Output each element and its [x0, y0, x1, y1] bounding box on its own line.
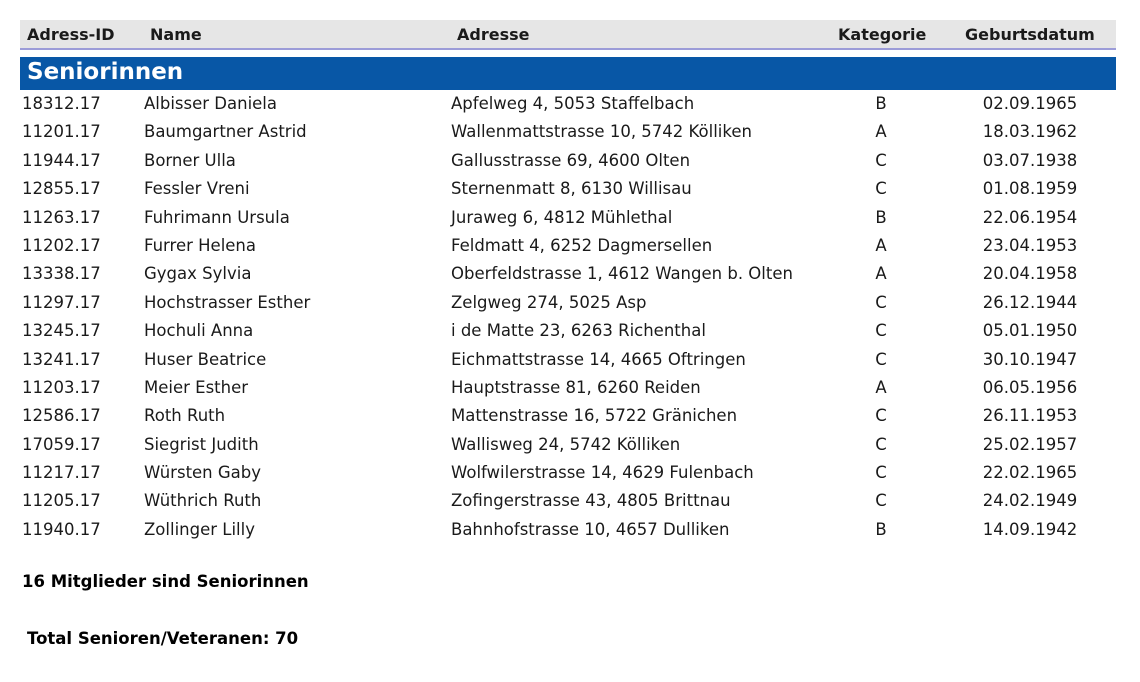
cell-name: Baumgartner Astrid — [144, 122, 307, 142]
table-row — [0, 177, 1140, 205]
table-row — [0, 404, 1140, 432]
cell-id: 13338.17 — [22, 264, 101, 284]
cell-name: Fuhrimann Ursula — [144, 207, 290, 227]
cell-id: 11944.17 — [22, 150, 101, 170]
cell-birthdate: 25.02.1957 — [982, 434, 1078, 454]
cell-name: Furrer Helena — [144, 235, 257, 255]
group-title: Seniorinnen — [27, 59, 184, 85]
column-header-id: Adress-ID — [27, 25, 115, 44]
cell-address: Wallisweg 24, 5742 Kölliken — [451, 434, 681, 454]
cell-birthdate: 30.10.1947 — [982, 349, 1078, 369]
cell-name: Zollinger Lilly — [144, 519, 255, 539]
table-row — [0, 319, 1140, 347]
cell-address: Zofingerstrasse 43, 4805 Brittnau — [451, 491, 731, 511]
cell-address: Apfelweg 4, 5053 Staffelbach — [451, 94, 695, 113]
table-row — [0, 92, 1140, 120]
column-header-name: Name — [150, 25, 202, 44]
cell-address: Sternenmatt 8, 6130 Willisau — [451, 179, 692, 199]
cell-id: 11202.17 — [22, 235, 101, 255]
table-row — [0, 461, 1140, 489]
column-header-row — [20, 20, 1116, 50]
cell-id: 11263.17 — [22, 207, 101, 227]
cell-birthdate: 26.12.1944 — [982, 292, 1078, 312]
cell-name: Gygax Sylvia — [144, 264, 252, 284]
cell-address: Gallusstrasse 69, 4600 Olten — [451, 150, 691, 170]
table-row — [0, 120, 1140, 148]
cell-category: B — [875, 94, 887, 113]
cell-id: 11297.17 — [22, 292, 101, 312]
cell-name: Siegrist Judith — [144, 434, 259, 454]
cell-address: i de Matte 23, 6263 Richenthal — [451, 321, 706, 341]
cell-birthdate: 06.05.1956 — [982, 377, 1078, 397]
cell-id: 17059.17 — [22, 434, 101, 454]
cell-id: 11205.17 — [22, 491, 101, 511]
cell-address: Oberfeldstrasse 1, 4612 Wangen b. Olten — [451, 264, 793, 284]
cell-category: B — [875, 519, 887, 539]
cell-id: 13241.17 — [22, 349, 101, 369]
table-row — [0, 518, 1140, 546]
cell-birthdate: 20.04.1958 — [982, 264, 1078, 284]
cell-category: C — [875, 491, 887, 511]
cell-birthdate: 14.09.1942 — [982, 519, 1078, 539]
cell-category: A — [875, 122, 887, 142]
cell-name: Würsten Gaby — [144, 463, 262, 483]
cell-name: Hochuli Anna — [144, 321, 254, 341]
column-header-category: Kategorie — [838, 25, 927, 44]
cell-category: C — [875, 150, 887, 170]
cell-name: Hochstrasser Esther — [144, 292, 311, 312]
table-row — [0, 348, 1140, 376]
cell-address: Wallenmattstrasse 10, 5742 Kölliken — [451, 122, 752, 142]
cell-id: 11217.17 — [22, 463, 101, 483]
cell-id: 11203.17 — [22, 377, 101, 397]
column-header-address: Adresse — [457, 25, 530, 44]
cell-birthdate: 23.04.1953 — [982, 235, 1078, 255]
cell-birthdate: 24.02.1949 — [982, 491, 1078, 511]
cell-name: Fessler Vreni — [144, 179, 250, 199]
cell-id: 11940.17 — [22, 519, 101, 539]
cell-address: Wolfwilerstrasse 14, 4629 Fulenbach — [451, 463, 754, 483]
cell-address: Feldmatt 4, 6252 Dagmersellen — [451, 235, 713, 255]
cell-name: Wüthrich Ruth — [144, 491, 262, 511]
cell-address: Mattenstrasse 16, 5722 Gränichen — [451, 406, 738, 426]
cell-id: 18312.17 — [22, 94, 101, 113]
cell-id: 11201.17 — [22, 122, 101, 142]
cell-category: C — [875, 434, 887, 454]
table-row — [0, 489, 1140, 517]
cell-name: Roth Ruth — [144, 406, 226, 426]
cell-birthdate: 03.07.1938 — [982, 150, 1078, 170]
table-row — [0, 262, 1140, 290]
column-header-birthdate: Geburtsdatum — [965, 25, 1095, 44]
cell-name: Meier Esther — [144, 377, 249, 397]
cell-category: A — [875, 235, 887, 255]
cell-address: Bahnhofstrasse 10, 4657 Dulliken — [451, 519, 730, 539]
cell-birthdate: 22.02.1965 — [982, 463, 1078, 483]
group-header-bar — [20, 57, 1116, 90]
cell-id: 12586.17 — [22, 406, 101, 426]
cell-birthdate: 02.09.1965 — [982, 94, 1078, 113]
member-list — [0, 92, 1140, 546]
cell-name: Huser Beatrice — [144, 349, 267, 369]
group-summary: 16 Mitglieder sind Seniorinnen — [22, 572, 309, 591]
cell-category: C — [875, 292, 887, 312]
cell-address: Juraweg 6, 4812 Mühlethal — [451, 207, 673, 227]
cell-birthdate: 05.01.1950 — [982, 321, 1078, 341]
cell-name: Albisser Daniela — [144, 94, 278, 113]
grand-total: Total Senioren/Veteranen: 70 — [27, 629, 299, 648]
cell-category: B — [875, 207, 887, 227]
cell-category: C — [875, 463, 887, 483]
cell-birthdate: 01.08.1959 — [982, 179, 1078, 199]
cell-category: C — [875, 406, 887, 426]
cell-birthdate: 22.06.1954 — [982, 207, 1078, 227]
cell-id: 12855.17 — [22, 179, 101, 199]
cell-id: 13245.17 — [22, 321, 101, 341]
table-row — [0, 149, 1140, 177]
table-row — [0, 376, 1140, 404]
cell-address: Zelgweg 274, 5025 Asp — [451, 292, 647, 312]
table-row — [0, 234, 1140, 262]
cell-birthdate: 26.11.1953 — [982, 406, 1078, 426]
cell-address: Eichmattstrasse 14, 4665 Oftringen — [451, 349, 746, 369]
cell-category: C — [875, 349, 887, 369]
cell-address: Hauptstrasse 81, 6260 Reiden — [451, 377, 701, 397]
cell-category: C — [875, 179, 887, 199]
table-row — [0, 291, 1140, 319]
cell-name: Borner Ulla — [144, 150, 236, 170]
cell-category: A — [875, 377, 887, 397]
cell-birthdate: 18.03.1962 — [982, 122, 1078, 142]
table-row — [0, 433, 1140, 461]
table-row — [0, 206, 1140, 234]
cell-category: A — [875, 264, 887, 284]
cell-category: C — [875, 321, 887, 341]
